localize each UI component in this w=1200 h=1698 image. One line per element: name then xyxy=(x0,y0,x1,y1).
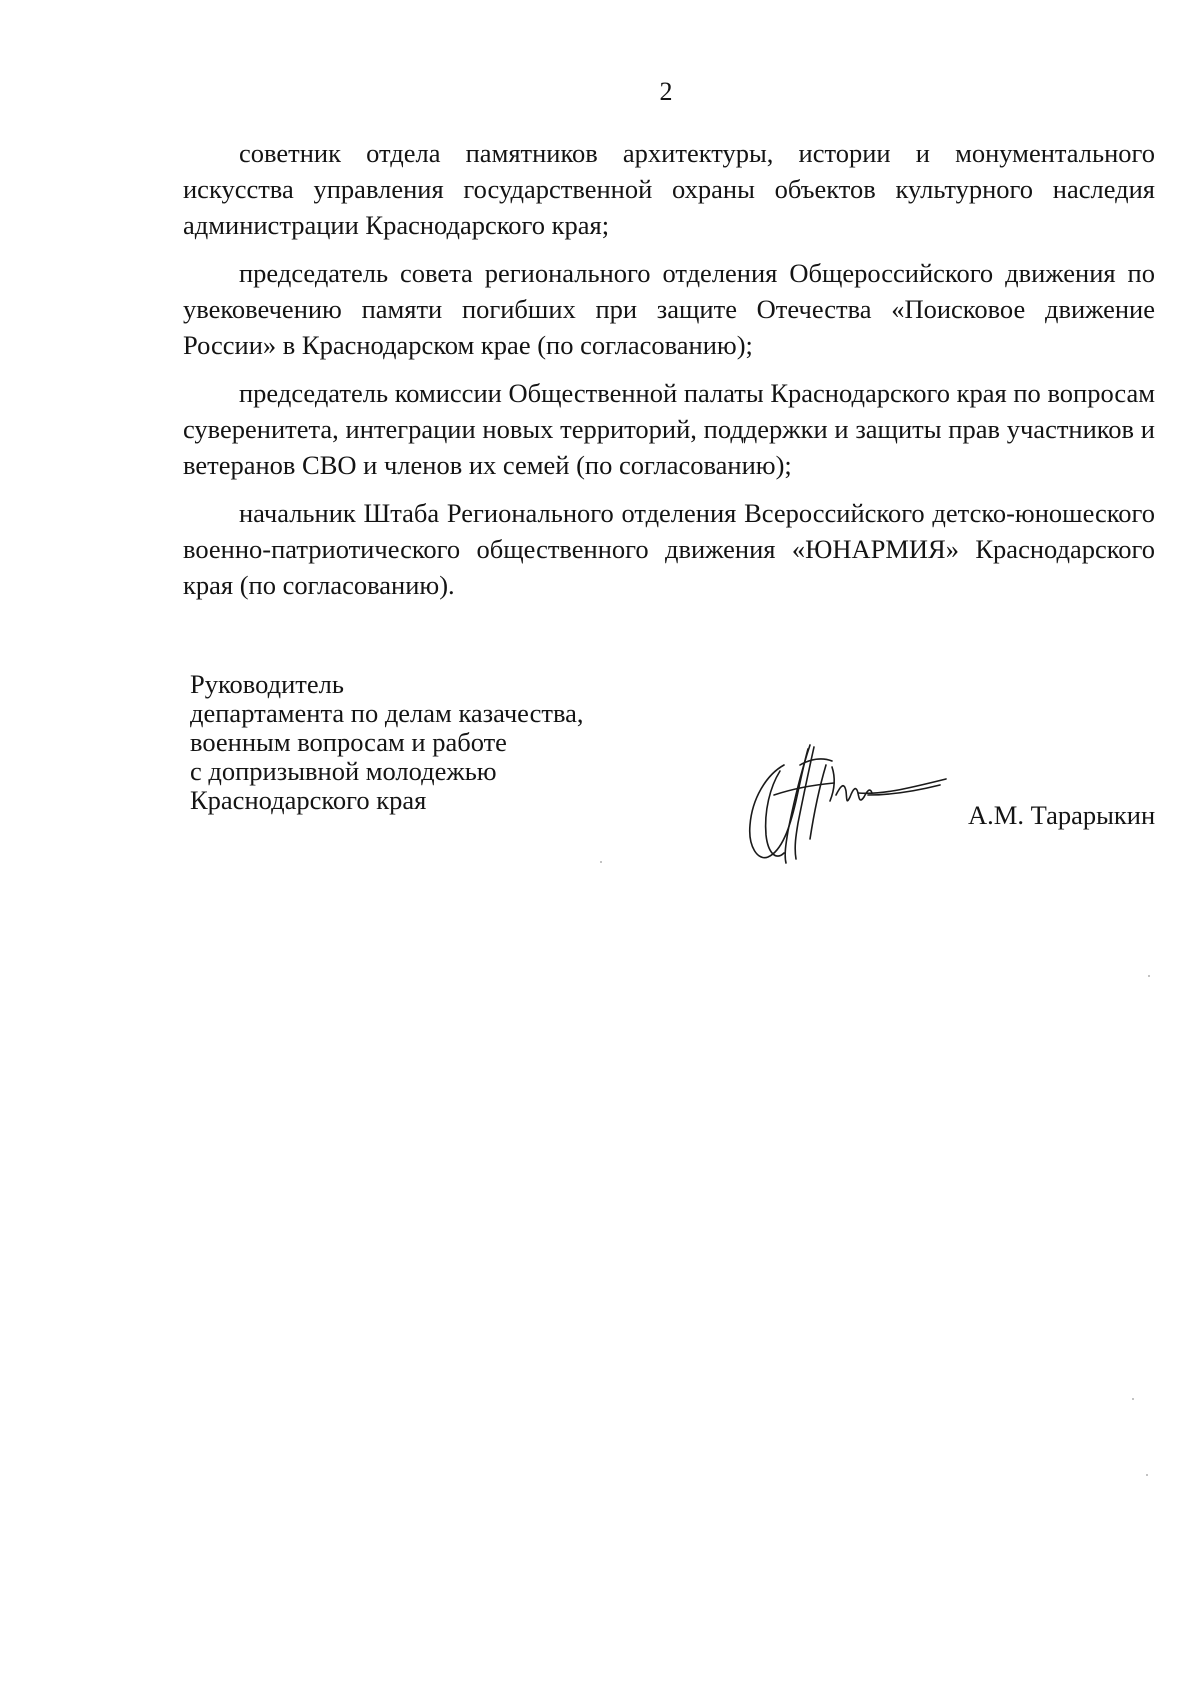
paragraph-search-movement-chair: председатель совета регионального отделения Общероссийского движения по увековечению памяти погибших при защите Отечества «Поисковое движение России» в Краснодарском крае (по согласованию); xyxy=(183,258,1155,360)
paragraph-architecture-advisor: советник отдела памятников архитектуры, истории и монументального искусства управления государственной охраны объектов культурного наследия администрации Краснодарского края; xyxy=(183,138,1155,240)
signer-position xyxy=(190,670,690,815)
signer-name: А.М. Тарарыкин xyxy=(968,800,1156,830)
handwritten-signature-icon xyxy=(740,735,955,875)
signer-position-line: департамента по делам казачества, xyxy=(190,698,584,728)
page-number: 2 xyxy=(659,77,673,106)
signer-position-line: Краснодарского края xyxy=(190,785,427,815)
scan-speck xyxy=(600,861,602,863)
signer-position-line: Руководитель xyxy=(190,669,344,699)
scan-speck xyxy=(1132,1398,1134,1400)
paragraph-yunarmiya-headquarters-chief: начальник Штаба Регионального отделения Всероссийского детско-юношеского военно-патриотического общественного движения «ЮНАРМИЯ» Краснодарского края (по согласованию). xyxy=(183,498,1155,600)
document-body xyxy=(183,135,1155,615)
paragraph-public-chamber-commission-chair: председатель комиссии Общественной палаты Краснодарского края по вопросам суверенитета, интеграции новых территорий, поддержки и защиты прав участников и ветеранов СВО и членов их семей (по согласованию); xyxy=(183,378,1155,480)
signer-position-line: военным вопросам и работе xyxy=(190,727,507,757)
signer-position-line: с допризывной молодежью xyxy=(190,756,497,786)
scan-speck xyxy=(1146,1474,1148,1476)
scan-speck xyxy=(1148,975,1150,977)
